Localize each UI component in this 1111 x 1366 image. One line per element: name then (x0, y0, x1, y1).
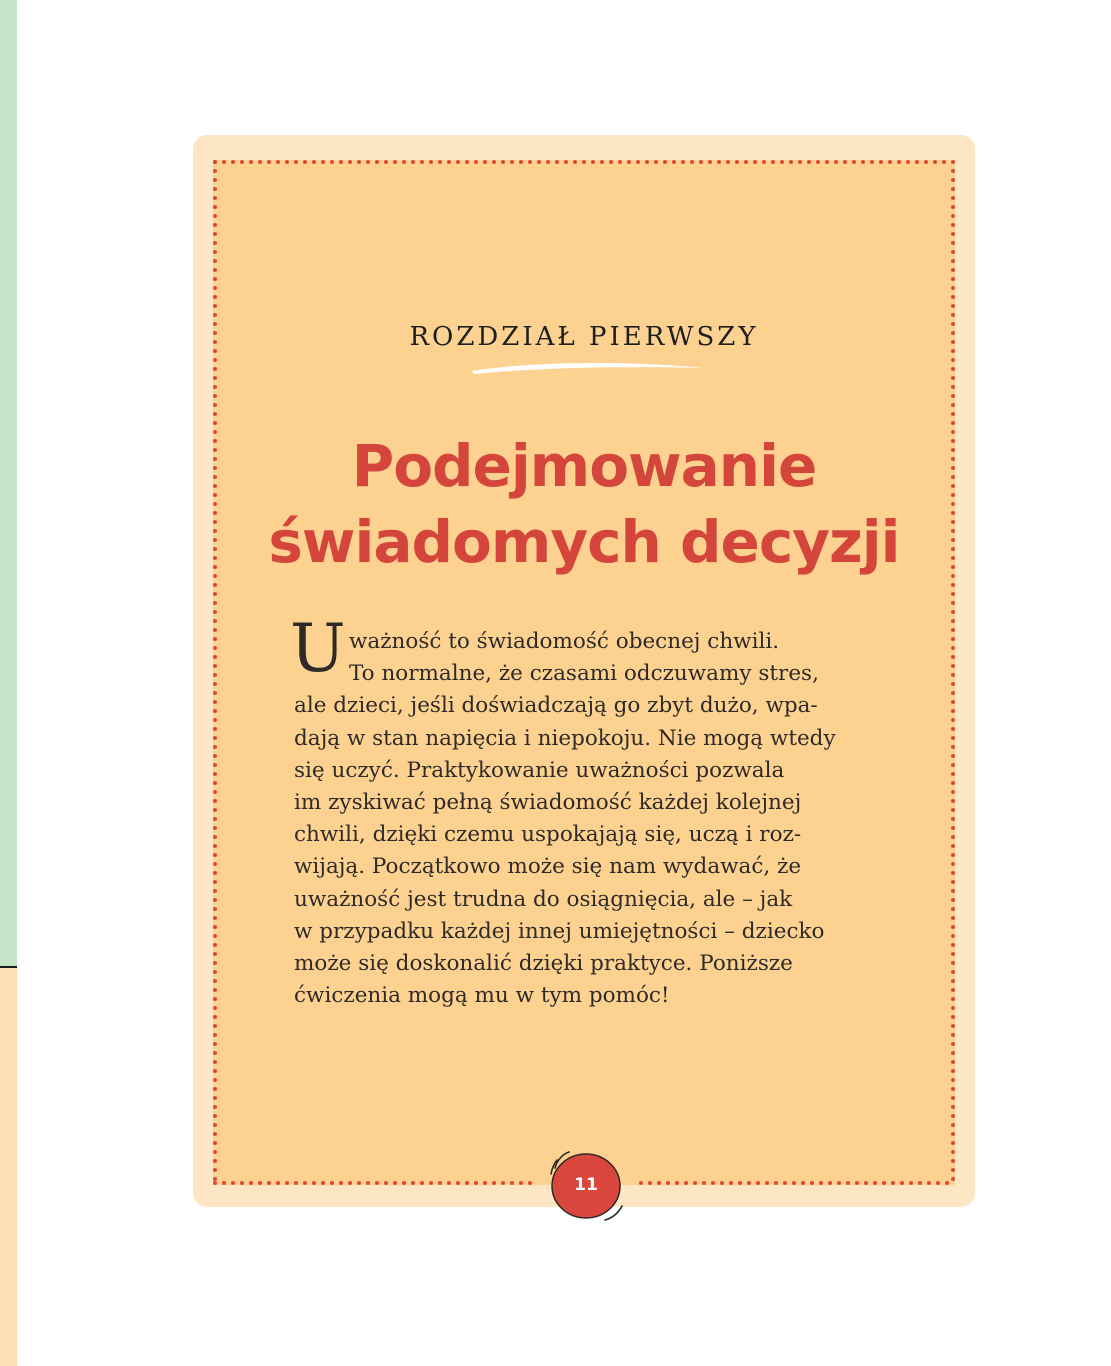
chapter-label: ROZDZIAŁ PIERWSZY (409, 322, 759, 352)
body-line: się uczyć. Praktykowanie uważności pozwala (294, 757, 785, 783)
body-line: dają w stan napięcia i niepokoju. Nie mogą wtedy (294, 725, 836, 751)
left-spine-peach (0, 968, 17, 1366)
body-line: chwili, dzięki czemu uspokajają się, uczą i roz- (294, 822, 802, 848)
body-line: To normalne, że czasami odczuwamy stres, (349, 661, 819, 687)
body-line: w przypadku każdej innej umiejętności – dziecko (294, 918, 825, 944)
brush-stroke-underline (468, 358, 708, 378)
page-title (213, 428, 955, 580)
body-line: ale dzieci, jeśli doświadczają go zbyt dużo, wpa- (294, 693, 818, 719)
page-number: 11 (574, 1175, 598, 1195)
title-line-1: Podejmowanie (351, 432, 817, 500)
drop-cap: U (290, 610, 346, 687)
body-line: ćwiczenia mogą mu w tym pomóc! (294, 983, 670, 1009)
body-line: może się doskonalić dzięki praktyce. Poniższe (294, 951, 793, 977)
body-line: ważność to świadomość obecnej chwili. (349, 629, 780, 654)
body-line: im zyskiwać pełną świadomość każdej kolejnej (294, 790, 802, 816)
left-spine-green (0, 0, 17, 967)
title-line-2: świadomych decyzji (268, 508, 900, 576)
body-line: wijają. Początkowo może się nam wydawać, że (294, 854, 802, 880)
body-line: uważność jest trudna do osiągnięcia, ale – jak (294, 886, 793, 912)
body-paragraph (294, 626, 894, 1012)
